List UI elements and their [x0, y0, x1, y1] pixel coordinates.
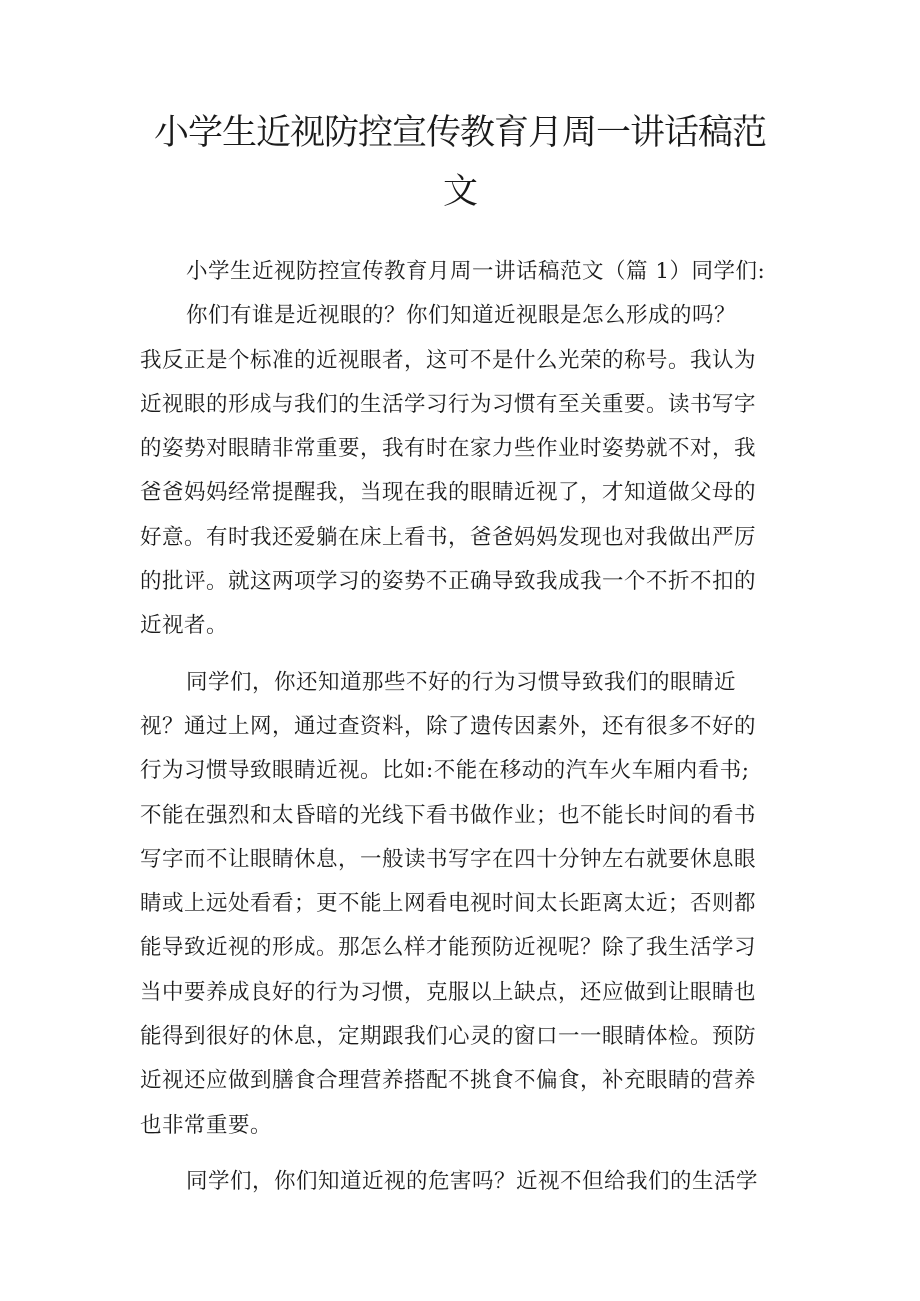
title-line: 小学生近视防控宣传教育月周一讲话稿范	[153, 113, 766, 153]
paragraph-line: 视？通过上网，通过查资料，除了遗传因素外，还有很多不好的	[140, 713, 757, 739]
paragraph-line: 爸爸妈妈经常提醒我，当现在我的眼睛近视了，才知道做父母的	[140, 480, 757, 506]
paragraph-line: 你们有谁是近视眼的？你们知道近视眼是怎么形成的吗？	[186, 303, 737, 329]
paragraph	[140, 294, 800, 648]
paragraph	[140, 250, 800, 294]
paragraph-line: 小学生近视防控宣传教育月周一讲话稿范文（篇 1）同学们:	[186, 259, 766, 284]
paragraph-line: 近视还应做到膳食合理营养搭配不挑食不偏食，补充眼睛的营养	[140, 1068, 757, 1094]
paragraph-line: 同学们，你们知道近视的危害吗？近视不但给我们的生活学	[186, 1168, 759, 1194]
paragraph-line: 不能在强烈和太昏暗的光线下看书做作业；也不能长时间的看书	[140, 802, 757, 828]
paragraph-line: 也非常重要。	[140, 1112, 273, 1138]
paragraph-line: 同学们，你还知道那些不好的行为习惯导致我们的眼睛近	[186, 669, 737, 695]
paragraph-line: 近视者。	[140, 613, 229, 639]
title-line: 文	[442, 172, 477, 212]
paragraph-line: 行为习惯导致眼睛近视。比如:不能在移动的汽车火车厢内看书;	[140, 758, 750, 784]
paragraph-line: 的批评。就这两项学习的姿势不正确导致我成我一个不折不扣的	[140, 569, 757, 595]
paragraph-line: 好意。有时我还爱躺在床上看书，爸爸妈妈发现也对我做出严厉	[140, 524, 757, 550]
paragraph-line: 写字而不让眼睛休息，一般读书写字在四十分钟左右就要休息眼	[140, 846, 757, 872]
paragraph-line: 当中要养成良好的行为习惯，克服以上缺点，还应做到让眼睛也	[140, 979, 757, 1005]
paragraph-line: 的姿势对眼睛非常重要，我有时在家力些作业时姿势就不对，我	[140, 436, 757, 462]
document-body	[140, 250, 800, 1204]
paragraph-gap	[140, 649, 800, 661]
paragraph-line: 能导致近视的形成。那怎么样才能预防近视呢？除了我生活学习	[140, 935, 757, 961]
paragraph-line: 睛或上远处看看；更不能上网看电视时间太长距离太近；否则都	[140, 891, 757, 917]
paragraph	[140, 1160, 800, 1204]
paragraph-line: 能得到很好的休息，定期跟我们心灵的窗口一一眼睛体检。预防	[140, 1024, 757, 1050]
paragraph-line: 我反正是个标准的近视眼者，这可不是什么光荣的称号。我认为	[140, 347, 757, 373]
paragraph	[140, 661, 800, 1148]
paragraph-gap	[140, 1148, 800, 1160]
document-title	[140, 104, 780, 222]
paragraph-line: 近视眼的形成与我们的生活学习行为习惯有至关重要。读书写字	[140, 391, 757, 417]
